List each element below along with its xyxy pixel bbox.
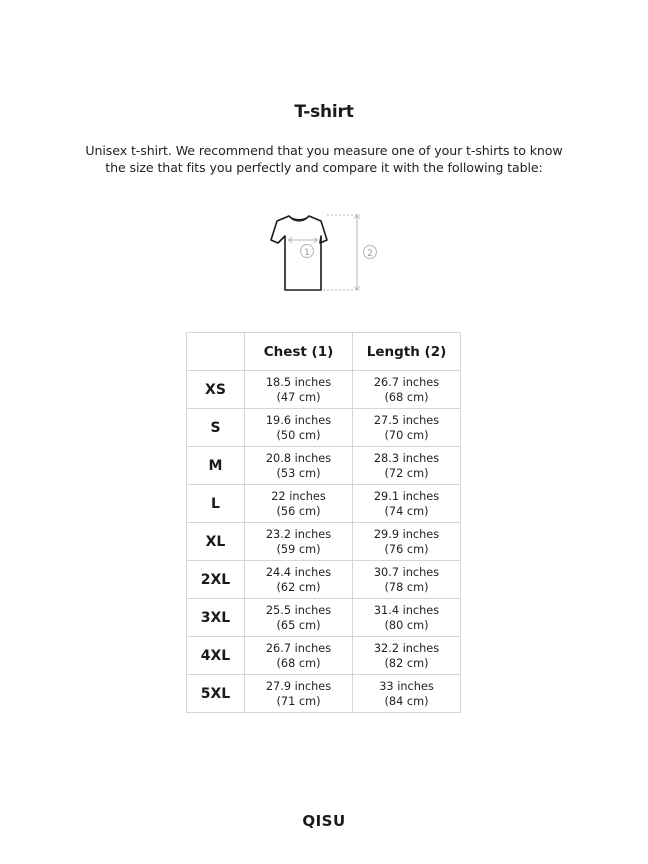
- page-title: T-shirt: [294, 102, 354, 122]
- length-inches: 30.7 inches: [373, 565, 440, 579]
- chest-inches: 22 inches: [271, 489, 326, 503]
- chest-inches: 23.2 inches: [265, 527, 332, 541]
- table-row: [187, 637, 461, 675]
- table-header-row: [187, 333, 461, 371]
- size-table: [186, 332, 461, 713]
- chest-cell: [245, 523, 353, 561]
- length-cm: (74 cm): [384, 504, 429, 518]
- intro-line-2: the size that fits you perfectly and compare it with the following table:: [105, 159, 543, 175]
- length-cm: (70 cm): [384, 428, 429, 442]
- length-inches: 33 inches: [379, 679, 434, 693]
- chest-inches: 20.8 inches: [265, 451, 332, 465]
- chest-cell: [245, 599, 353, 637]
- chest-cm: (56 cm): [276, 504, 321, 518]
- chest-cm: (47 cm): [276, 390, 321, 404]
- chest-cell: [245, 637, 353, 675]
- table-row: [187, 561, 461, 599]
- length-cell: [353, 637, 461, 675]
- length-cm: (72 cm): [384, 466, 429, 480]
- intro-line-1: Unisex t-shirt. We recommend that you measure one of your t-shirts to know: [85, 143, 563, 158]
- table-row: [187, 447, 461, 485]
- chest-cm: (59 cm): [276, 542, 321, 556]
- chest-marker-label: 1: [304, 248, 310, 258]
- size-label: L: [187, 485, 245, 523]
- length-inches: 27.5 inches: [373, 413, 440, 427]
- header-length: Length (2): [353, 333, 461, 371]
- length-cell: [353, 409, 461, 447]
- length-cm: (78 cm): [384, 580, 429, 594]
- table-row: [187, 599, 461, 637]
- size-label: 4XL: [187, 637, 245, 675]
- tshirt-diagram-svg: [265, 207, 385, 297]
- length-cm: (80 cm): [384, 618, 429, 632]
- tshirt-measure-icon: [265, 207, 385, 297]
- size-label: XS: [187, 371, 245, 409]
- chest-cm: (71 cm): [276, 694, 321, 708]
- chest-cell: [245, 409, 353, 447]
- length-cell: [353, 561, 461, 599]
- length-cm: (68 cm): [384, 390, 429, 404]
- length-inches: 29.9 inches: [373, 527, 440, 541]
- chest-cm: (68 cm): [276, 656, 321, 670]
- size-label: XL: [187, 523, 245, 561]
- chest-inches: 26.7 inches: [265, 641, 332, 655]
- table-body: [187, 371, 461, 713]
- length-inches: 26.7 inches: [373, 375, 440, 389]
- chest-cm: (50 cm): [276, 428, 321, 442]
- size-label: S: [187, 409, 245, 447]
- length-cell: [353, 371, 461, 409]
- length-marker-label: 2: [367, 249, 373, 259]
- length-inches: 31.4 inches: [373, 603, 440, 617]
- tshirt-outline: [271, 216, 327, 290]
- length-inches: 32.2 inches: [373, 641, 440, 655]
- chest-inches: 18.5 inches: [265, 375, 332, 389]
- size-label: 2XL: [187, 561, 245, 599]
- chest-cell: [245, 447, 353, 485]
- chest-cell: [245, 675, 353, 713]
- chest-inches: 27.9 inches: [265, 679, 332, 693]
- length-cm: (84 cm): [384, 694, 429, 708]
- chest-inches: 25.5 inches: [265, 603, 332, 617]
- table-row: [187, 371, 461, 409]
- header-chest: Chest (1): [245, 333, 353, 371]
- length-cm: (82 cm): [384, 656, 429, 670]
- brand-logo: QISU: [302, 812, 346, 830]
- chest-cell: [245, 485, 353, 523]
- chest-cm: (65 cm): [276, 618, 321, 632]
- chest-inches: 24.4 inches: [265, 565, 332, 579]
- length-cm: (76 cm): [384, 542, 429, 556]
- chest-cell: [245, 561, 353, 599]
- size-label: M: [187, 447, 245, 485]
- chest-inches: 19.6 inches: [265, 413, 332, 427]
- length-inches: 29.1 inches: [373, 489, 440, 503]
- length-cell: [353, 523, 461, 561]
- header-empty: [187, 333, 245, 371]
- length-cell: [353, 485, 461, 523]
- length-cell: [353, 447, 461, 485]
- size-label: 5XL: [187, 675, 245, 713]
- length-cell: [353, 675, 461, 713]
- length-inches: 28.3 inches: [373, 451, 440, 465]
- table-row: [187, 409, 461, 447]
- chest-cm: (62 cm): [276, 580, 321, 594]
- chest-cell: [245, 371, 353, 409]
- length-cell: [353, 599, 461, 637]
- size-label: 3XL: [187, 599, 245, 637]
- table-row: [187, 675, 461, 713]
- table-row: [187, 485, 461, 523]
- intro-text: [60, 143, 588, 176]
- table-row: [187, 523, 461, 561]
- chest-cm: (53 cm): [276, 466, 321, 480]
